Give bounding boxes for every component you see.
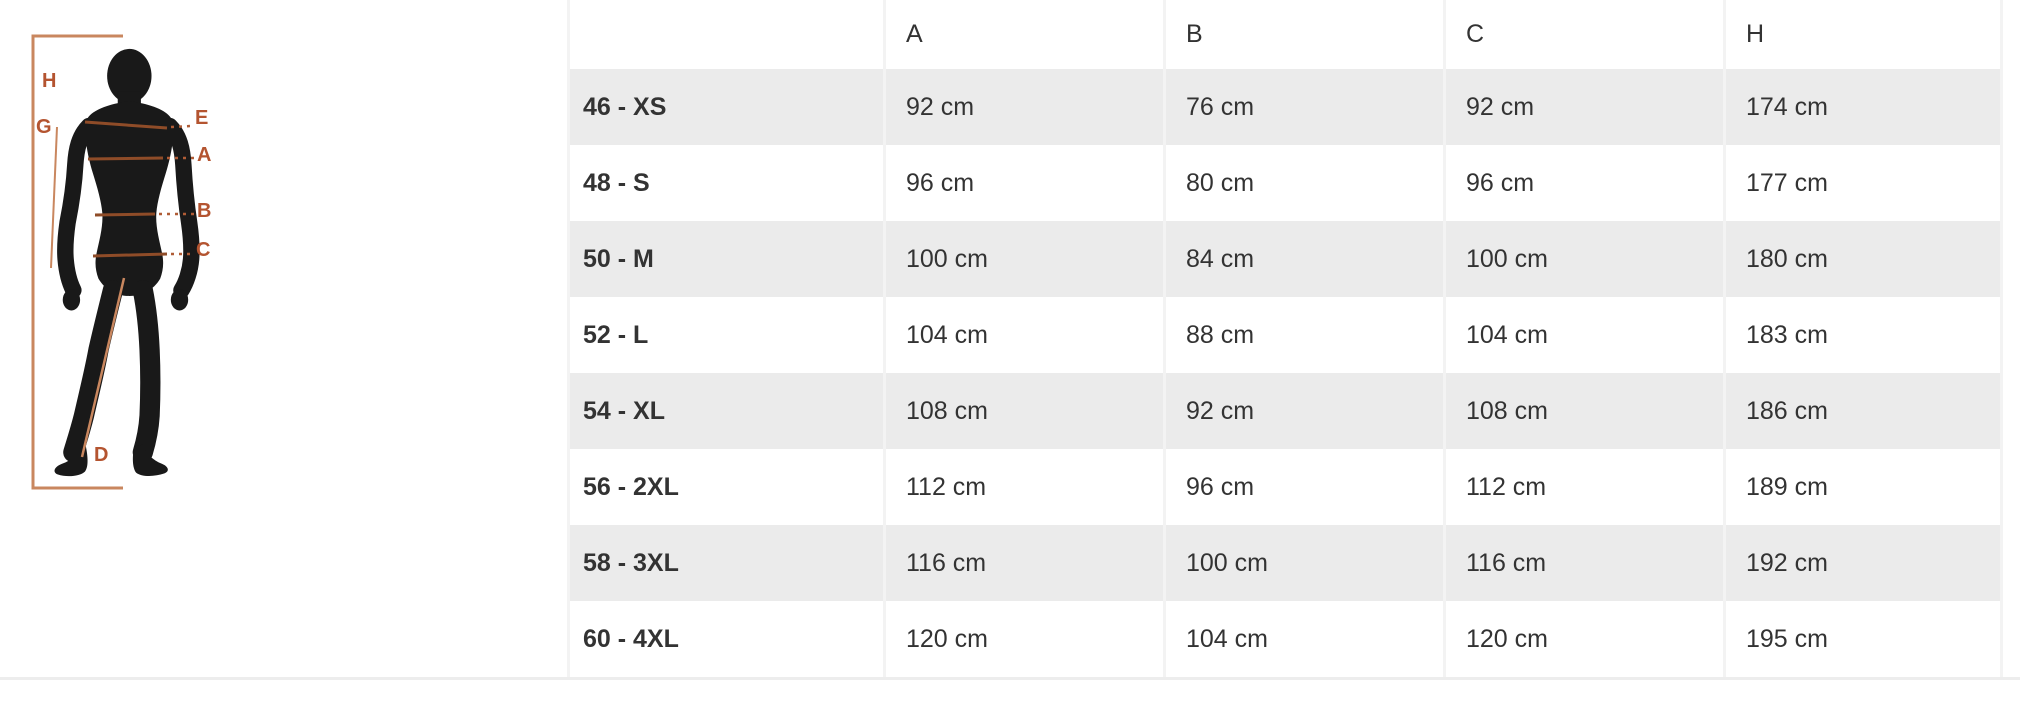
size-label: 60 - 4XL <box>567 601 883 677</box>
measurement-label-a: A <box>197 144 212 166</box>
size-label: 46 - XS <box>567 69 883 145</box>
waist-line <box>95 214 155 215</box>
measurement-value: 183 cm <box>1723 297 2003 373</box>
measurement-value: 180 cm <box>1723 221 2003 297</box>
column-header-a: A <box>883 0 1163 69</box>
table-header-row <box>567 0 2003 69</box>
measurement-value: 174 cm <box>1723 69 2003 145</box>
measurement-value: 92 cm <box>1163 373 1443 449</box>
size-label: 52 - L <box>567 297 883 373</box>
measurement-value: 100 cm <box>1443 221 1723 297</box>
measurement-label-d: D <box>94 444 109 466</box>
measurement-value: 104 cm <box>1443 297 1723 373</box>
measurement-value: 189 cm <box>1723 449 2003 525</box>
table-row <box>567 297 2003 373</box>
size-label: 50 - M <box>567 221 883 297</box>
column-header-c: C <box>1443 0 1723 69</box>
measurement-value: 88 cm <box>1163 297 1443 373</box>
measurement-label-e: E <box>195 107 209 129</box>
measurement-label-c: C <box>196 239 211 261</box>
column-header-b: B <box>1163 0 1443 69</box>
measurement-value: 116 cm <box>883 525 1163 601</box>
measurement-label-g: G <box>36 116 52 138</box>
arm-length-line <box>51 127 57 268</box>
size-label: 58 - 3XL <box>567 525 883 601</box>
table-row <box>567 69 2003 145</box>
body-measurement-diagram <box>20 25 240 505</box>
measurement-value: 104 cm <box>883 297 1163 373</box>
hips-line <box>93 254 167 256</box>
table-row <box>567 373 2003 449</box>
size-chart-table <box>567 0 2003 677</box>
measurement-value: 84 cm <box>1163 221 1443 297</box>
measurement-value: 112 cm <box>883 449 1163 525</box>
table-row <box>567 449 2003 525</box>
measurement-value: 92 cm <box>883 69 1163 145</box>
size-label: 56 - 2XL <box>567 449 883 525</box>
size-label: 48 - S <box>567 145 883 221</box>
measurement-value: 100 cm <box>1163 525 1443 601</box>
measurement-value: 96 cm <box>883 145 1163 221</box>
measurement-value: 192 cm <box>1723 525 2003 601</box>
measurement-value: 120 cm <box>883 601 1163 677</box>
table-row <box>567 221 2003 297</box>
measurement-value: 108 cm <box>883 373 1163 449</box>
table-row <box>567 601 2003 677</box>
measurement-value: 120 cm <box>1443 601 1723 677</box>
measurement-value: 108 cm <box>1443 373 1723 449</box>
measurement-value: 186 cm <box>1723 373 2003 449</box>
column-header-size <box>567 0 883 69</box>
measurement-value: 177 cm <box>1723 145 2003 221</box>
measurement-value: 112 cm <box>1443 449 1723 525</box>
male-silhouette <box>55 49 192 476</box>
measurement-label-h: H <box>42 70 57 92</box>
section-divider <box>0 677 2020 680</box>
measurement-value: 100 cm <box>883 221 1163 297</box>
size-label: 54 - XL <box>567 373 883 449</box>
measurement-value: 76 cm <box>1163 69 1443 145</box>
measurement-value: 116 cm <box>1443 525 1723 601</box>
measurement-value: 80 cm <box>1163 145 1443 221</box>
column-header-h: H <box>1723 0 2003 69</box>
table-row <box>567 145 2003 221</box>
table-row <box>567 525 2003 601</box>
measurement-label-b: B <box>197 200 212 222</box>
chest-line <box>88 158 163 159</box>
measurement-value: 195 cm <box>1723 601 2003 677</box>
measurement-value: 104 cm <box>1163 601 1443 677</box>
measurement-value: 96 cm <box>1163 449 1443 525</box>
measurement-value: 92 cm <box>1443 69 1723 145</box>
measurement-value: 96 cm <box>1443 145 1723 221</box>
